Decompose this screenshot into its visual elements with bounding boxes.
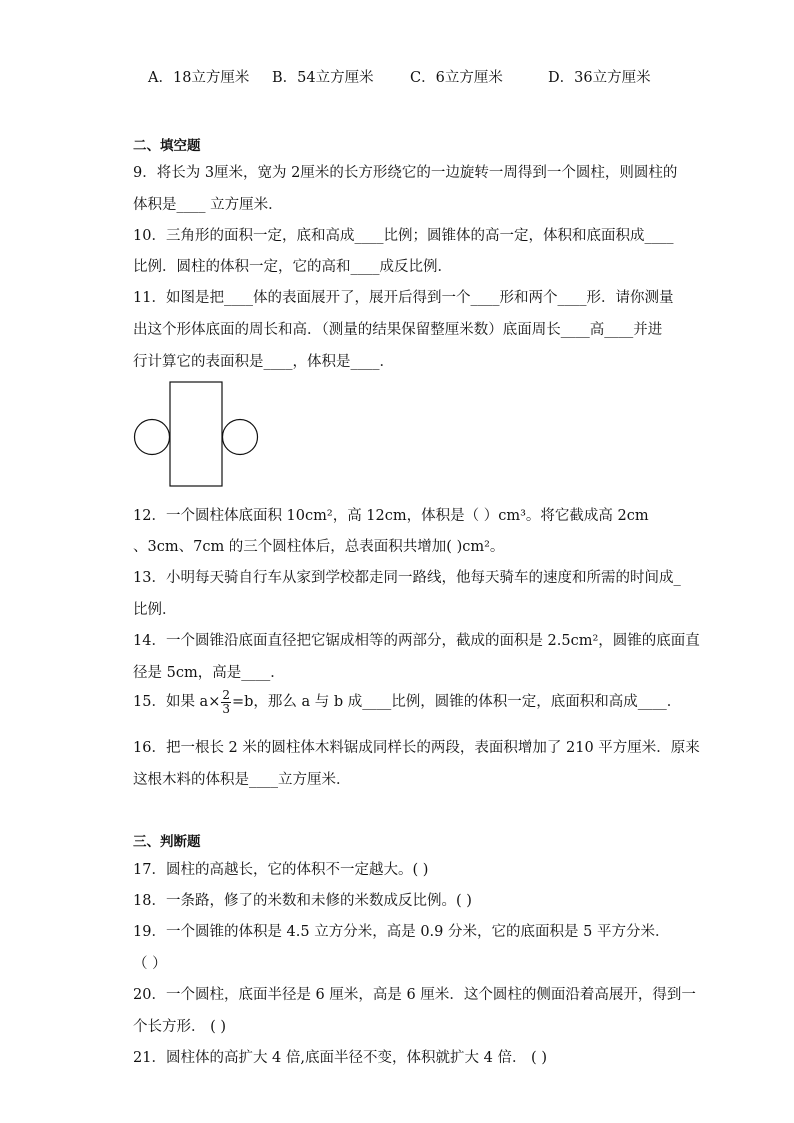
question-21-line: 21．圆柱体的高扩大 4 倍,底面半径不变，体积就扩大 4 倍． ( ) [133,1050,547,1066]
fraction-two-thirds [221,689,231,715]
question-16-line-2: 这根木料的体积是____立方厘米． [133,772,351,788]
left-base-circle [135,420,170,455]
question-11-line-3: 行计算它的表面积是____，体积是____． [133,354,394,370]
option-d: D．36立方厘米 [548,70,651,86]
option-c: C．6立方厘米 [410,70,503,86]
question-15-line [133,689,681,715]
question-14-line-1: 14．一个圆锥沿底面直径把它锯成相等的两部分，截成的面积是 2.5cm²，圆锥的底面直 [133,633,700,649]
question-11-line-2: 出这个形体底面的周长和高．（测量的结果保留整厘米数）底面周长____高____并进 [133,322,663,338]
cylinder-net-figure [133,380,263,490]
fraction-denominator: 3 [222,701,230,716]
question-19-line-1: 19．一个圆锥的体积是 4.5 立方分米，高是 0.9 分米，它的底面积是 5 平方分米． [133,924,670,940]
question-20-line-2: 个长方形． ( ) [133,1019,227,1035]
lateral-rectangle [170,382,222,486]
option-b: B．54立方厘米 [272,70,374,86]
question-16-line-1: 16．把一根长 2 米的圆柱体木料锯成同样长的两段，表面积增加了 210 平方厘米．原来 [133,740,700,756]
question-10-line-1: 10．三角形的面积一定，底和高成____比例；圆锥体的高一定，体积和底面积成____ [133,228,674,244]
question-9-line-2: 体积是____ 立方厘米． [133,197,283,213]
option-a: A．18立方厘米 [148,70,250,86]
question-11-line-1: 11．如图是把____体的表面展开了，展开后得到一个____形和两个____形．请你测量 [133,290,674,306]
question-13-line-2: 比例． [133,602,177,618]
question-19-line-2: （ ） [133,956,167,972]
fraction-numerator: 2 [222,688,230,702]
question-10-line-2: 比例．圆柱的体积一定，它的高和____成反比例． [133,259,452,275]
question-18-line: 18．一条路，修了的米数和未修的米数成反比例。( ) [133,893,472,909]
question-14-line-2: 径是 5cm，高是____． [133,665,285,681]
question-15-suffix: =b，那么 a 与 b 成____比例，圆锥的体积一定，底面积和高成____． [232,694,682,711]
right-base-circle [223,420,258,455]
question-20-line-1: 20．一个圆柱，底面半径是 6 厘米，高是 6 厘米．这个圆柱的侧面沿着高展开，得到一 [133,987,696,1003]
question-15-prefix: 15．如果 a× [133,694,221,711]
question-12-line-2: 、3cm、7cm 的三个圆柱体后，总表面积共增加( )cm²。 [133,539,505,555]
question-9-line-1: 9．将长为 3厘米，宽为 2厘米的长方形绕它的一边旋转一周得到一个圆柱，则圆柱的 [133,165,678,181]
section-title-fill-blank: 二、填空题 [133,138,201,154]
question-13-line-1: 13．小明每天骑自行车从家到学校都走同一路线，他每天骑车的速度和所需的时间成_ [133,570,681,586]
question-12-line-1: 12．一个圆柱体底面积 10cm²，高 12cm，体积是（ ）cm³。将它截成高 2cm [133,508,649,524]
question-17-line: 17．圆柱的高越长，它的体积不一定越大。( ) [133,862,429,878]
section-title-true-false: 三、判断题 [133,834,201,850]
